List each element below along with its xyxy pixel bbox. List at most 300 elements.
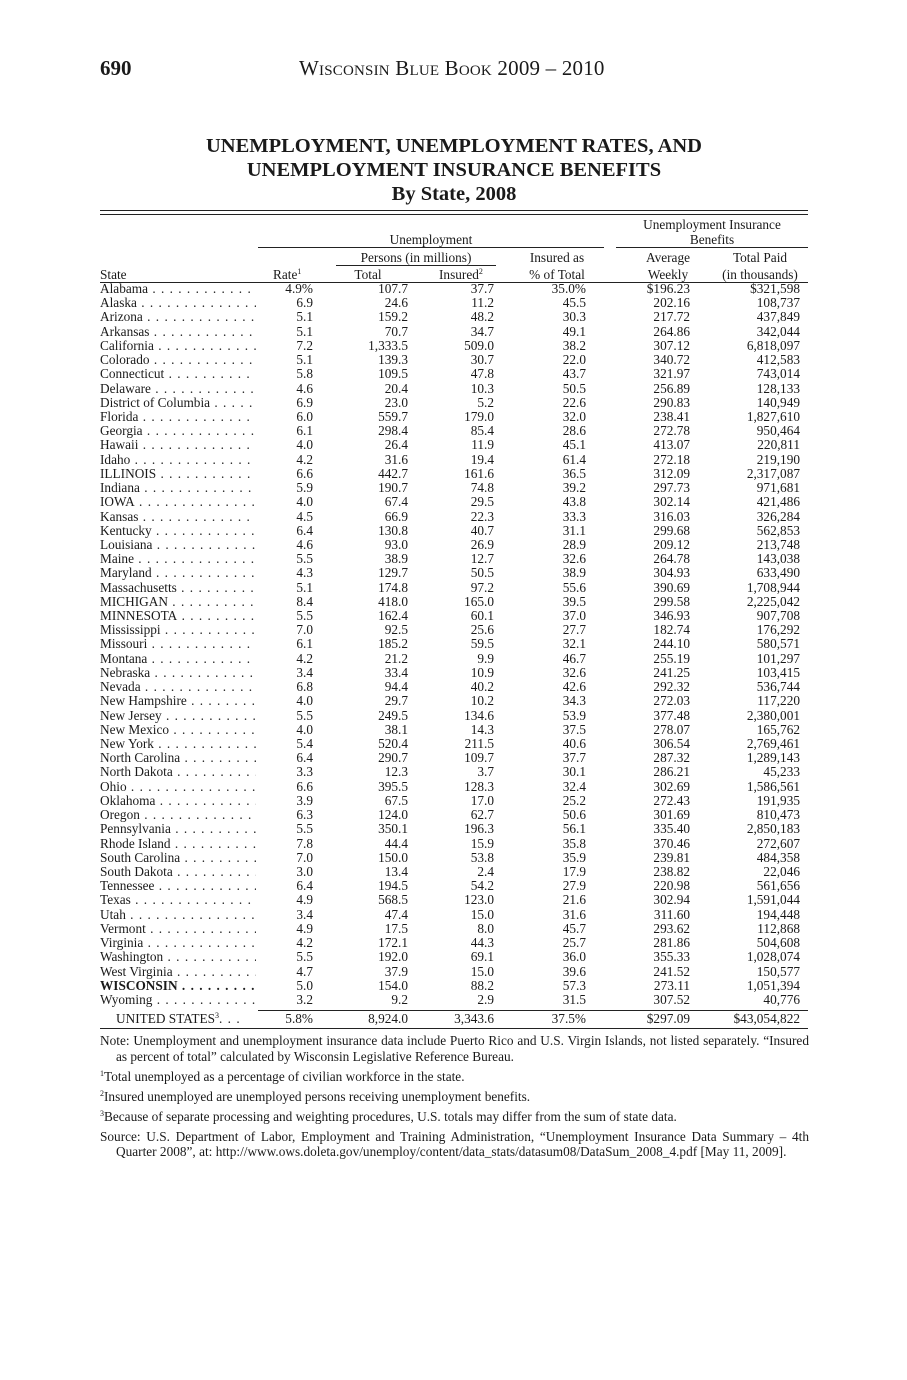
table-row	[100, 709, 808, 723]
cell-weekly: 241.25	[653, 664, 690, 680]
cell-pct: 25.2	[562, 792, 586, 808]
cell-paid: 633,490	[756, 565, 800, 581]
cell-weekly: 346.93	[653, 608, 690, 624]
cell-paid: 810,473	[756, 807, 800, 823]
cell-paid: 213,748	[756, 536, 800, 552]
cell-paid: 562,853	[756, 522, 800, 538]
cell-insured: 161.6	[464, 465, 494, 481]
cell-total: 185.2	[378, 636, 408, 652]
cell-insured: 134.6	[464, 707, 494, 723]
header-insured	[439, 267, 483, 282]
cell-insured: 211.5	[464, 736, 494, 751]
cell-state: Montana . . .	[100, 652, 256, 666]
cell-weekly: 256.89	[653, 380, 690, 396]
cell-insured: 3.7	[477, 764, 494, 780]
cell-weekly: 238.41	[653, 408, 690, 424]
cell-state: Texas . . .	[100, 893, 256, 907]
totals-paid: $43,054,822	[733, 1011, 800, 1026]
cell-insured: 196.3	[464, 821, 494, 837]
header-ui-benefits-2: Benefits	[689, 232, 735, 247]
totals-state-footnote: 3	[215, 1011, 220, 1020]
cell-insured: 53.8	[470, 849, 494, 865]
cell-total: 172.1	[378, 935, 408, 951]
cell-paid: $321,598	[750, 281, 800, 296]
cell-rate: 5.5	[296, 821, 313, 837]
cell-insured: 15.9	[470, 835, 494, 851]
cell-paid: 150,577	[756, 963, 800, 979]
cell-pct: 30.1	[562, 764, 586, 780]
cell-paid: 6,818,097	[746, 337, 800, 353]
cell-insured: 40.7	[470, 522, 494, 538]
cell-rate: 5.5	[296, 551, 313, 567]
cell-weekly: 272.18	[653, 451, 690, 467]
table-row	[100, 694, 808, 708]
cell-state: Mississippi . . .	[100, 623, 256, 637]
cell-total: 130.8	[378, 522, 408, 538]
table-row	[100, 623, 808, 637]
cell-pct: 43.7	[562, 366, 586, 382]
table-row	[100, 652, 808, 666]
cell-total: 150.0	[378, 849, 408, 865]
cell-pct: 35.0%	[551, 281, 586, 296]
cell-pct: 31.6	[562, 906, 586, 922]
cell-weekly: 281.86	[653, 935, 690, 951]
cell-total: 70.7	[384, 323, 408, 339]
cell-rate: 4.5	[296, 508, 313, 524]
totals-weekly: $297.09	[646, 1011, 690, 1026]
cell-rate: 4.6	[296, 380, 313, 396]
cell-pct: 50.6	[562, 807, 586, 823]
cell-weekly: 217.72	[653, 309, 690, 325]
cell-state: New Mexico . . .	[100, 723, 256, 737]
cell-weekly: 241.52	[653, 963, 690, 979]
cell-pct: 30.3	[562, 309, 586, 325]
cell-insured: 54.2	[470, 878, 494, 894]
table-row	[100, 282, 808, 296]
header-average: Average	[645, 250, 691, 265]
header-insured-footnote: 2	[478, 267, 483, 276]
cell-rate: 5.1	[296, 309, 313, 325]
cell-state: Wyoming . . .	[100, 993, 256, 1007]
cell-weekly: 340.72	[653, 352, 690, 368]
table-row	[100, 438, 808, 452]
cell-paid: 412,583	[756, 352, 800, 368]
cell-state: North Dakota . . .	[100, 765, 256, 779]
table-row	[100, 325, 808, 339]
cell-rate: 3.0	[296, 863, 313, 879]
cell-rate: 4.9	[296, 892, 313, 908]
table-row	[100, 453, 808, 467]
header-rate-footnote: 1	[297, 267, 302, 276]
totals-state-dots: . . .	[219, 1011, 241, 1026]
cell-rate: 6.4	[296, 522, 313, 538]
cell-weekly: 299.58	[653, 593, 690, 609]
cell-weekly: 264.78	[653, 551, 690, 567]
cell-paid: 326,284	[756, 508, 800, 524]
cell-paid: 2,769,461	[746, 736, 800, 751]
cell-state: Florida . . .	[100, 410, 256, 424]
cell-paid: 117,220	[757, 693, 800, 709]
table-row	[100, 566, 808, 580]
cell-pct: 28.9	[562, 536, 586, 552]
cell-pct: 25.7	[562, 935, 586, 951]
cell-pct: 46.7	[562, 650, 586, 666]
cell-pct: 40.6	[562, 736, 586, 751]
cell-weekly: 301.69	[653, 807, 690, 823]
table-row	[100, 993, 808, 1007]
cell-weekly: 293.62	[653, 920, 690, 936]
cell-insured: 10.9	[470, 664, 494, 680]
cell-state: Alaska . . .	[100, 296, 256, 310]
cell-rate: 4.6	[296, 536, 313, 552]
cell-pct: 45.7	[562, 920, 586, 936]
cell-weekly: 286.21	[653, 764, 690, 780]
cell-pct: 27.9	[562, 878, 586, 894]
cell-weekly: 311.60	[653, 906, 690, 922]
cell-total: 190.7	[378, 480, 408, 496]
cell-rate: 6.9	[296, 394, 313, 410]
cell-state: WISCONSIN . . .	[100, 979, 256, 993]
table-row	[100, 680, 808, 694]
cell-weekly: 370.46	[653, 835, 690, 851]
cell-insured: 22.3	[470, 508, 494, 524]
cell-total: 194.5	[378, 878, 408, 894]
cell-insured: 179.0	[464, 408, 494, 424]
running-head	[100, 56, 810, 80]
cell-rate: 6.1	[296, 423, 313, 439]
cell-rate: 4.0	[296, 721, 313, 737]
cell-total: 129.7	[378, 565, 408, 581]
cell-total: 13.4	[384, 863, 408, 879]
cell-total: 520.4	[378, 736, 408, 751]
cell-insured: 25.6	[470, 622, 494, 638]
cell-state: MINNESOTA . . .	[100, 609, 256, 623]
cell-total: 93.0	[384, 536, 408, 552]
cell-paid: 103,415	[756, 664, 800, 680]
cell-state: California . . .	[100, 339, 256, 353]
cell-pct: 50.5	[562, 380, 586, 396]
cell-weekly: 182.74	[653, 622, 690, 638]
rule-ui-benefits	[616, 247, 808, 248]
cell-rate: 3.4	[296, 906, 313, 922]
cell-state: Delaware . . .	[100, 382, 256, 396]
cell-total: 154.0	[378, 977, 408, 993]
table-row	[100, 424, 808, 438]
cell-insured: 8.0	[477, 920, 494, 936]
cell-rate: 6.9	[296, 295, 313, 311]
cell-total: 124.0	[378, 807, 408, 823]
cell-pct: 34.3	[562, 693, 586, 709]
cell-paid: 101,297	[756, 650, 800, 666]
table-row	[100, 382, 808, 396]
cell-paid: 504,608	[756, 935, 800, 951]
cell-rate: 5.4	[296, 736, 313, 751]
cell-state: New Jersey . . .	[100, 709, 256, 723]
cell-insured: 50.5	[470, 565, 494, 581]
table-row	[100, 637, 808, 651]
cell-state: Arkansas . . .	[100, 325, 256, 339]
cell-pct: 38.9	[562, 565, 586, 581]
table-row	[100, 353, 808, 367]
cell-pct: 39.6	[562, 963, 586, 979]
table-row	[100, 851, 808, 865]
cell-insured: 17.0	[470, 792, 494, 808]
table-row	[100, 765, 808, 779]
table-row	[100, 893, 808, 907]
cell-total: 31.6	[384, 451, 408, 467]
cell-total: 37.9	[384, 963, 408, 979]
cell-state: Connecticut . . .	[100, 367, 256, 381]
cell-insured: 123.0	[464, 892, 494, 908]
cell-total: 20.4	[384, 380, 408, 396]
cell-total: 23.0	[384, 394, 408, 410]
cell-total: 38.1	[384, 721, 408, 737]
cell-pct: 43.8	[562, 494, 586, 510]
cell-weekly: 273.11	[653, 977, 690, 993]
cell-weekly: 297.73	[653, 480, 690, 496]
table-row	[100, 481, 808, 495]
cell-state: Tennessee . . .	[100, 879, 256, 893]
header-insured-as: Insured as	[529, 250, 585, 265]
cell-weekly: 272.43	[653, 792, 690, 808]
table-row	[100, 495, 808, 509]
header-in-thousands: (in thousands)	[722, 267, 798, 282]
cell-state: Massachusetts . . .	[100, 581, 256, 595]
cell-weekly: 306.54	[653, 736, 690, 751]
cell-insured: 74.8	[470, 480, 494, 496]
cell-rate: 6.8	[296, 679, 313, 695]
header-unemployment: Unemployment	[389, 232, 473, 247]
cell-total: 66.9	[384, 508, 408, 524]
cell-state: Alabama . . .	[100, 282, 256, 296]
footnote-3-mark: 3	[100, 1108, 104, 1118]
cell-total: 568.5	[378, 892, 408, 908]
cell-state: Pennsylvania . . .	[100, 822, 256, 836]
cell-total: 44.4	[384, 835, 408, 851]
cell-weekly: 316.03	[653, 508, 690, 524]
note-text: Note: Unemployment and unemployment insurance data include Puerto Rico and U.S. Virgin Islands, not listed separately. “Insured as percent of total” calculated by Wisconsin Legislative Reference Bureau.	[100, 1033, 809, 1064]
cell-rate: 3.2	[296, 991, 313, 1007]
cell-pct: 37.7	[562, 750, 586, 766]
cell-rate: 5.5	[296, 949, 313, 965]
cell-pct: 45.1	[562, 437, 586, 453]
cell-total: 139.3	[378, 352, 408, 368]
cell-total: 29.7	[384, 693, 408, 709]
cell-paid: 1,289,143	[746, 750, 800, 766]
table-row	[100, 595, 808, 609]
cell-state: MICHIGAN . . .	[100, 595, 256, 609]
cell-total: 159.2	[378, 309, 408, 325]
table-row	[100, 666, 808, 680]
title-line-2: UNEMPLOYMENT INSURANCE BENEFITS	[246, 159, 662, 181]
cell-state: South Dakota . . .	[100, 865, 256, 879]
cell-state: Maryland . . .	[100, 566, 256, 580]
table-row	[100, 737, 808, 751]
cell-pct: 57.3	[562, 977, 586, 993]
cell-total: 109.5	[378, 366, 408, 382]
cell-total: 47.4	[384, 906, 408, 922]
cell-insured: 15.0	[470, 906, 494, 922]
cell-pct: 21.6	[562, 892, 586, 908]
cell-rate: 8.4	[296, 593, 313, 609]
cell-weekly: 355.33	[653, 949, 690, 965]
cell-state: Kansas . . .	[100, 510, 256, 524]
cell-paid: 1,028,074	[746, 949, 800, 965]
cell-total: 418.0	[378, 593, 408, 609]
cell-insured: 109.7	[464, 750, 494, 766]
cell-paid: 1,586,561	[746, 778, 800, 794]
cell-insured: 62.7	[470, 807, 494, 823]
cell-state: Rhode Island . . .	[100, 837, 256, 851]
table-row	[100, 922, 808, 936]
page-number: 690	[100, 56, 132, 80]
table-notes	[100, 1033, 809, 1164]
cell-insured: 88.2	[470, 977, 494, 993]
cell-weekly: 302.69	[653, 778, 690, 794]
cell-rate: 5.0	[296, 977, 313, 993]
cell-state: Georgia . . .	[100, 424, 256, 438]
header-rate	[273, 267, 301, 282]
cell-weekly: 220.98	[653, 878, 690, 894]
cell-state: New York . . .	[100, 737, 256, 751]
table-row	[100, 467, 808, 481]
footnote-1-text: Total unemployed as a percentage of civilian workforce in the state.	[104, 1068, 465, 1084]
cell-pct: 37.0	[562, 608, 586, 624]
footnote-2-text: Insured unemployed are unemployed persons receiving unemployment benefits.	[104, 1088, 531, 1104]
cell-rate: 4.7	[296, 963, 313, 979]
cell-paid: 1,827,610	[746, 408, 800, 424]
cell-pct: 17.9	[562, 863, 586, 879]
cell-weekly: 307.52	[653, 991, 690, 1007]
cell-weekly: 390.69	[653, 579, 690, 595]
table-row	[100, 524, 808, 538]
cell-rate: 6.6	[296, 778, 313, 794]
cell-insured: 11.2	[471, 295, 494, 311]
cell-pct: 55.6	[562, 579, 586, 595]
cell-weekly: $196.23	[646, 281, 690, 296]
cell-rate: 3.9	[296, 792, 313, 808]
totals-state	[116, 1011, 241, 1027]
cell-insured: 60.1	[470, 608, 494, 624]
header-weekly: Weekly	[647, 267, 689, 282]
cell-paid: 342,044	[756, 323, 800, 339]
table-row	[100, 410, 808, 424]
table-row	[100, 367, 808, 381]
cell-state: Virginia . . .	[100, 936, 256, 950]
cell-state: Arizona . . .	[100, 310, 256, 324]
cell-weekly: 304.93	[653, 565, 690, 581]
cell-paid: 112,868	[757, 920, 800, 936]
cell-rate: 4.2	[296, 935, 313, 951]
cell-pct: 31.5	[562, 991, 586, 1007]
cell-rate: 4.3	[296, 565, 313, 581]
cell-insured: 37.7	[470, 281, 494, 296]
table-row	[100, 723, 808, 737]
table-row	[100, 936, 808, 950]
cell-paid: 2,850,183	[746, 821, 800, 837]
source-text: Source: U.S. Department of Labor, Employment and Training Administration, “Unemployment Insurance Data Summary – 4th Quarter 2008”, at: http://www.ows.doleta.gov/unemploy/content/data_stats/datasum08/DataSum_2008_4.pdf [May 11, 2009].	[100, 1128, 809, 1159]
cell-state: West Virginia . . .	[100, 965, 256, 979]
cell-weekly: 302.14	[653, 494, 690, 510]
cell-paid: 950,464	[756, 423, 800, 439]
cell-state: Nevada . . .	[100, 680, 256, 694]
cell-paid: 421,486	[756, 494, 800, 510]
cell-insured: 11.9	[471, 437, 494, 453]
cell-weekly: 321.97	[653, 366, 690, 382]
cell-total: 1,333.5	[368, 337, 408, 353]
header-ui-benefits-1: Unemployment Insurance	[643, 217, 781, 232]
cell-rate: 6.3	[296, 807, 313, 823]
cell-state: Ohio . . .	[100, 780, 256, 794]
cell-state: Colorado . . .	[100, 353, 256, 367]
cell-weekly: 292.32	[653, 679, 690, 695]
cell-pct: 53.9	[562, 707, 586, 723]
header-state: State	[100, 267, 127, 282]
cell-insured: 69.1	[470, 949, 494, 965]
cell-paid: 1,591,044	[746, 892, 800, 908]
table-row	[100, 879, 808, 893]
table-bottom-rule	[100, 1028, 808, 1029]
cell-pct: 32.1	[562, 636, 586, 652]
cell-rate: 4.0	[296, 437, 313, 453]
cell-rate: 7.8	[296, 835, 313, 851]
cell-state: Idaho . . .	[100, 453, 256, 467]
cell-total: 24.6	[384, 295, 408, 311]
cell-total: 192.0	[378, 949, 408, 965]
cell-rate: 4.9%	[285, 281, 313, 296]
cell-state: Oregon . . .	[100, 808, 256, 822]
cell-pct: 37.5	[562, 721, 586, 737]
header-insured-label: Insured	[439, 267, 479, 282]
cell-paid: 2,317,087	[746, 465, 800, 481]
cell-rate: 4.0	[296, 494, 313, 510]
cell-pct: 42.6	[562, 679, 586, 695]
cell-total: 559.7	[378, 408, 408, 424]
table-row	[100, 396, 808, 410]
cell-insured: 30.7	[470, 352, 494, 368]
cell-insured: 29.5	[470, 494, 494, 510]
cell-state: Nebraska . . .	[100, 666, 256, 680]
table-title	[100, 134, 808, 206]
rule-persons	[336, 265, 496, 266]
cell-weekly: 244.10	[653, 636, 690, 652]
cell-rate: 5.1	[296, 323, 313, 339]
cell-paid: 437,849	[756, 309, 800, 325]
cell-paid: 176,292	[756, 622, 800, 638]
cell-insured: 2.9	[477, 991, 494, 1007]
cell-weekly: 272.03	[653, 693, 690, 709]
header-pct-of-total: % of Total	[529, 267, 585, 282]
cell-insured: 128.3	[464, 778, 494, 794]
cell-rate: 6.6	[296, 465, 313, 481]
cell-total: 12.3	[384, 764, 408, 780]
cell-weekly: 335.40	[653, 821, 690, 837]
cell-rate: 5.5	[296, 608, 313, 624]
cell-weekly: 202.16	[653, 295, 690, 311]
cell-rate: 6.4	[296, 750, 313, 766]
totals-state-label: UNITED STATES	[116, 1011, 216, 1026]
totals-pct: 37.5%	[551, 1011, 586, 1026]
cell-weekly: 278.07	[653, 721, 690, 737]
cell-total: 290.7	[378, 750, 408, 766]
table-row	[100, 609, 808, 623]
cell-pct: 36.0	[562, 949, 586, 965]
cell-pct: 56.1	[562, 821, 586, 837]
table-row	[100, 822, 808, 836]
footnote-3	[100, 1109, 809, 1125]
cell-paid: 45,233	[763, 764, 800, 780]
cell-weekly: 209.12	[653, 536, 690, 552]
